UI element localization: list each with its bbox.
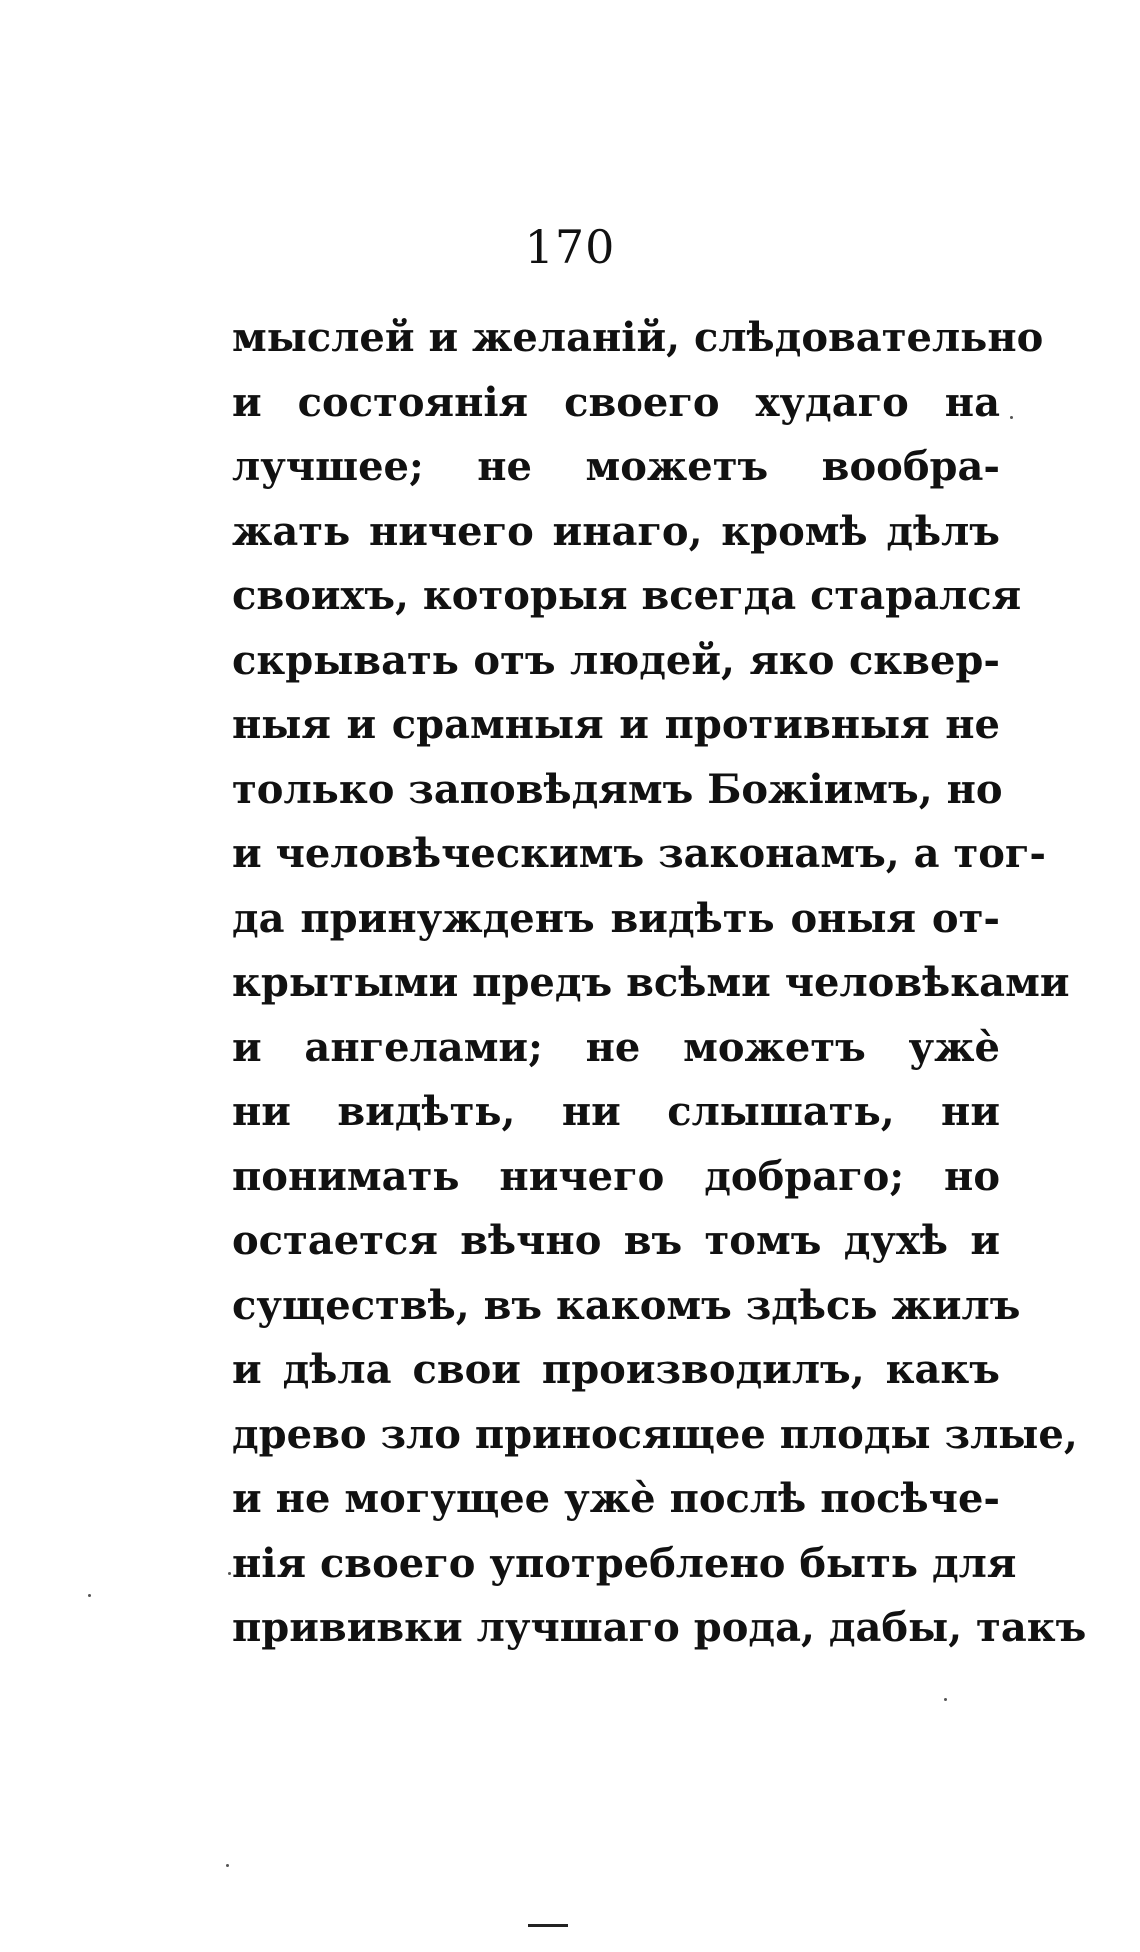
text-line: и не могущее ужè послѣ посѣче- [232, 1475, 1000, 1522]
text-line: нія своего употреблено быть для [232, 1539, 1017, 1587]
text-line: своихъ, которыя всегда старался [232, 572, 1022, 619]
page-number: 170 [524, 220, 616, 274]
text-line: остается вѣчно въ томъ духѣ и [232, 1217, 1000, 1264]
text-line: и ангелами; не можетъ ужè [232, 1023, 1000, 1071]
paper-speck [88, 1594, 91, 1597]
text-line: скрывать отъ людей, яко сквер- [232, 636, 1000, 684]
text-line: да принужденъ видѣть оныя от- [232, 894, 1000, 942]
text-line: и дѣла свои производилъ, какъ [232, 1346, 1000, 1393]
text-line: понимать ничего добраго; но [232, 1152, 1000, 1200]
text-line: ни видѣть, ни слышать, ни [232, 1088, 1000, 1135]
text-line: жать ничего инаго, кромѣ дѣлъ [232, 507, 1000, 555]
paper-speck [1010, 416, 1013, 419]
footer-dash [528, 1924, 568, 1927]
text-line: древо зло приносящее плоды злые, [232, 1410, 1078, 1458]
text-line: мыслей и желаній, слѣдовательно [232, 314, 1044, 361]
text-line: и состоянія своего худаго на [232, 378, 1000, 426]
text-line: существѣ, въ какомъ здѣсь жилъ [232, 1281, 1021, 1329]
paper-speck [228, 1572, 231, 1575]
paper-speck [944, 1698, 947, 1701]
text-line: крытыми предъ всѣми человѣками [232, 959, 1070, 1006]
text-line: прививки лучшаго рода, дабы, такъ [232, 1604, 1087, 1651]
text-line: ныя и срамныя и противныя не [232, 701, 1000, 748]
text-line: лучшее; не можетъ вообра- [232, 443, 1000, 490]
text-line: только заповѣдямъ Божіимъ, но [232, 765, 1003, 813]
paper-speck [226, 1864, 229, 1867]
body-text [232, 306, 1087, 1661]
text-line: и человѣческимъ законамъ, а тог- [232, 830, 1047, 877]
